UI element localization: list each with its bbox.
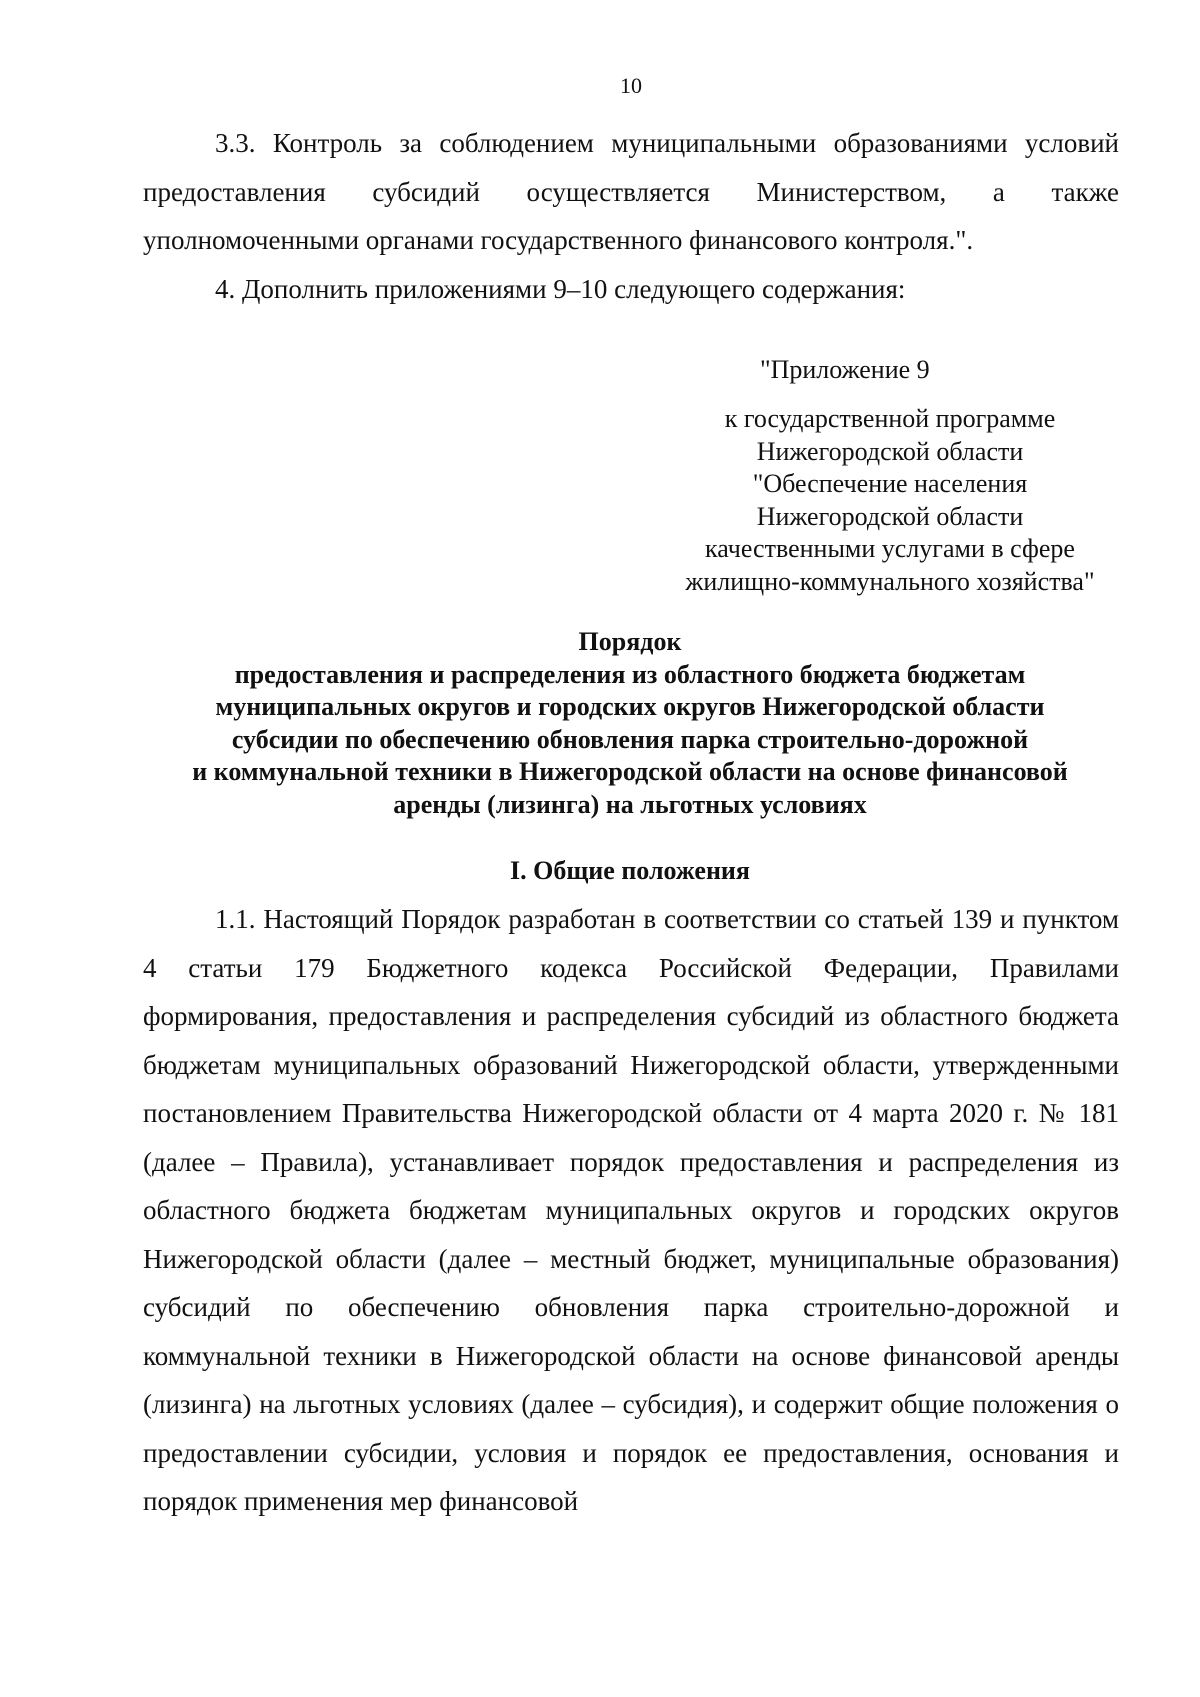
page-number: 10 — [620, 73, 642, 98]
body-text-block — [143, 895, 1119, 1526]
appendix-line: "Обеспечение населения — [752, 469, 1028, 498]
title-line: предоставления и распределения из областного бюджета бюджетам — [234, 659, 1026, 689]
document-title — [130, 626, 1130, 821]
paragraph-3-3: 3.3. Контроль за соблюдением муниципальными образованиями условий предоставления субсидий осуществляется Министерством, а также уполномоченными органами государственного финансового контроля.". — [143, 128, 1119, 255]
appendix-line: качественными услугами в сфере — [705, 534, 1075, 563]
title-line: субсидии по обеспечению обновления парка строительно-дорожной — [231, 724, 1029, 754]
appendix-line: к государственной программе — [724, 404, 1056, 433]
top-text-block — [143, 119, 1119, 313]
section-heading: I. Общие положения — [510, 856, 750, 885]
appendix-line: Нижегородской области — [756, 501, 1024, 531]
title-line: муниципальных округов и городских округов Нижегородской области — [215, 692, 1045, 721]
title-line: аренды (лизинга) на льготных условиях — [393, 789, 867, 819]
appendix-reference — [620, 403, 1160, 598]
title-line: и коммунальной техники в Нижегородской области на основе финансовой — [192, 757, 1068, 786]
appendix-line: Нижегородской области — [756, 436, 1024, 466]
paragraph-1-1: 1.1. Настоящий Порядок разработан в соответствии со статьей 139 и пунктом 4 статьи 179 Бюджетного кодекса Российской Федерации, Правилами формирования, предоставления и распределения субсидий из областного бюджета бюджетам муниципальных образований Нижегородской области, утвержденными постановлением Правительства Нижегородской области от 4 марта 2020 г. № 181 (далее – Правила), устанавливает порядок предоставления и распределения из областного бюджета бюджетам муниципальных округов и городских округов Нижегородской области (далее – местный бюджет, муниципальные образования) субсидий по обеспечению обновления парка строительно-дорожной и коммунальной техники в Нижегородской области на основе финансовой аренды (лизинга) на льготных условиях (далее – субсидия), и содержит общие положения о предоставлении субсидии, условия и порядок ее предоставления, основания и порядок применения мер финансовой — [143, 904, 1119, 1516]
appendix-line: жилищно-коммунального хозяйства" — [685, 566, 1095, 596]
paragraph-4: 4. Дополнить приложениями 9–10 следующего содержания: — [215, 273, 906, 304]
appendix-label: "Приложение 9 — [760, 355, 930, 384]
title-line: Порядок — [578, 627, 682, 656]
